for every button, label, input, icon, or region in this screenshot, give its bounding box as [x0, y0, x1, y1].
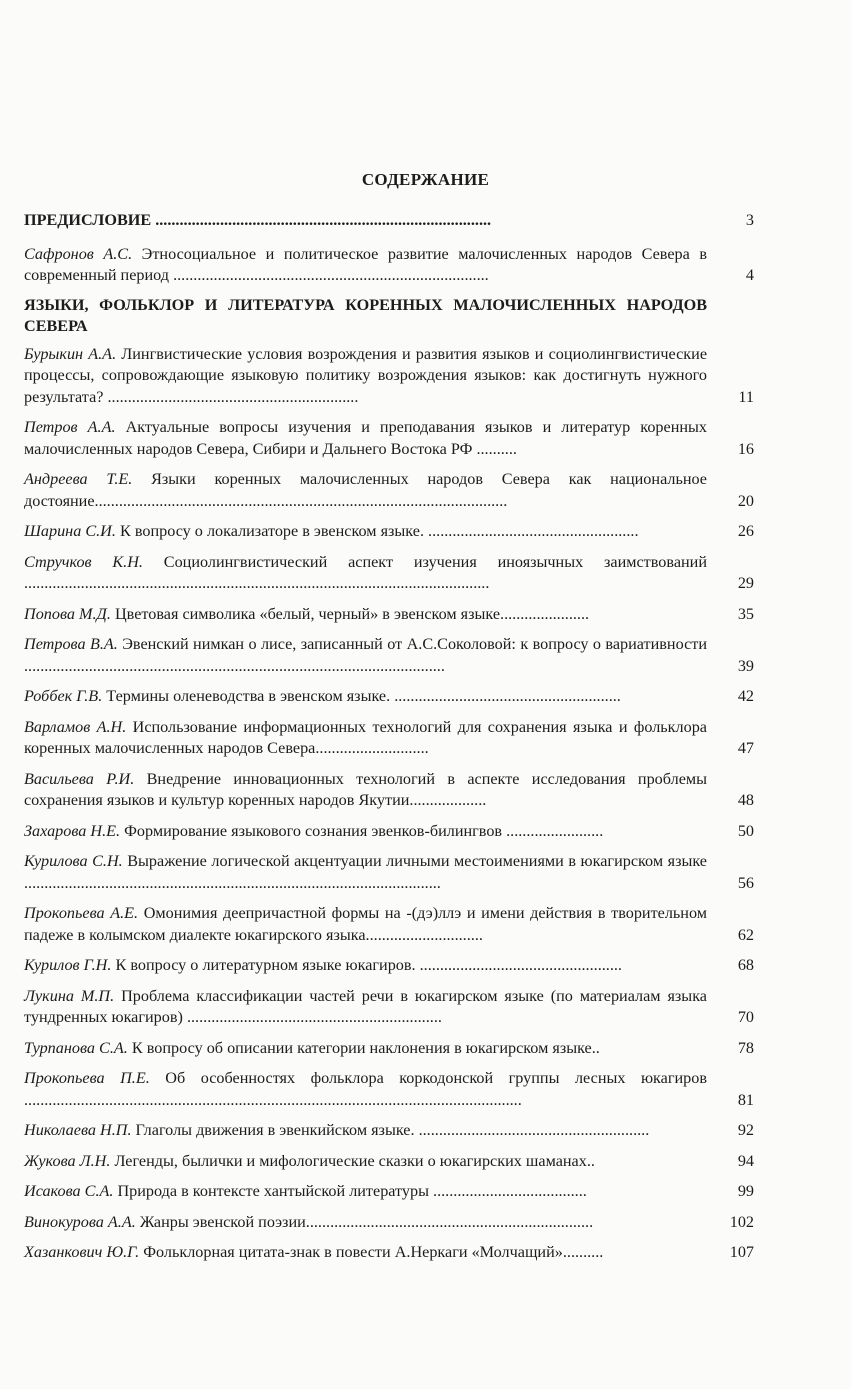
- toc-entry-author: Винокурова А.А.: [24, 1212, 136, 1231]
- toc-entry-leader-dots: ........................................................: [390, 687, 621, 705]
- toc-entry-author: Роббек Г.В.: [24, 687, 103, 705]
- toc-entry-title: Природа в контексте хантыйской литературы: [113, 1182, 429, 1200]
- toc-entry-leader-dots: .............................: [365, 925, 483, 944]
- toc-entry-leader-dots: ..........: [472, 439, 517, 458]
- toc-entry-text: [24, 769, 707, 812]
- toc-entry-page-number: 56: [737, 873, 754, 892]
- toc-entry: [24, 604, 754, 626]
- toc-entry-leader-dots: ....................................................: [424, 522, 639, 540]
- toc-entry-author: Андреева Т.Е.: [24, 470, 133, 488]
- toc-entry-page-number: 68: [737, 956, 754, 974]
- toc-entry: [24, 469, 754, 512]
- toc-entry-author: Прокопьева П.Е.: [24, 1069, 150, 1087]
- toc-entry: [24, 634, 754, 677]
- toc-entry-title: Об особенностях фольклора коркодонской группы лесных юкагиров: [149, 1069, 707, 1087]
- toc-entry-title: Выражение логической акцентуации личными местоимениями в юкагирском языке: [122, 852, 707, 870]
- toc-entry-leader-dots: ...............................................................: [182, 1008, 442, 1026]
- toc-entry-author: Варламов А.Н.: [24, 717, 127, 736]
- toc-entry-text: [24, 1181, 707, 1203]
- toc-entry-page-number: 29: [737, 574, 754, 592]
- toc-entry-author: Прокопьева А.Е.: [24, 904, 139, 922]
- toc-entry-page-number: 62: [737, 925, 754, 944]
- toc-entry-author: Шарина С.И.: [24, 522, 116, 540]
- toc-entry-leader-dots: ...........................................................................................................................: [24, 1090, 522, 1109]
- toc-entry-text: [24, 1038, 707, 1060]
- toc-entry-title: Использование информационных технологий для сохранения языка и фольклора коренных малочисленных народов Севера: [24, 717, 707, 757]
- toc-entry-text: [24, 521, 707, 543]
- toc-entry-page-number: 50: [737, 821, 754, 840]
- toc-entry: [24, 1151, 754, 1173]
- toc-entry-text: [24, 244, 707, 287]
- toc-entry-title: Жанры эвенской поэзии: [135, 1212, 306, 1231]
- toc-entry-text: [24, 1151, 707, 1173]
- toc-entry: [24, 1181, 754, 1203]
- toc-entry-leader-dots: ......................................: [428, 1182, 587, 1200]
- toc-entry-author: Бурыкин А.А.: [24, 344, 117, 363]
- toc-entry-title: К вопросу об описании категории наклонения в юкагирском языке..: [127, 1038, 600, 1057]
- toc-entry: [24, 1068, 754, 1111]
- toc-entry: [24, 821, 754, 843]
- toc-entry-title: Актуальные вопросы изучения и преподавания языков и литератур коренных малочисленных народов Севера, Сибири и Дальнего Востока РФ: [24, 418, 707, 458]
- toc-entry-leader-dots: ......................: [500, 604, 590, 623]
- toc-entry-page-number: 70: [737, 1008, 754, 1026]
- toc-entry: [24, 1242, 754, 1264]
- toc-entry-page-number: 20: [737, 491, 754, 510]
- toc-entry-title: Проблема классификации частей речи в юкагирском языке (по материалам языка тундренных юкагиров): [24, 986, 707, 1026]
- toc-entry: [24, 955, 754, 977]
- toc-entry-title: ЯЗЫКИ, ФОЛЬКЛОР И ЛИТЕРАТУРА КОРЕННЫХ МАЛОЧИСЛЕННЫХ НАРОДОВ СЕВЕРА: [24, 295, 707, 335]
- toc-entry-leader-dots: ..............................................................: [103, 387, 359, 406]
- toc-entry-text: [24, 821, 707, 843]
- toc-entry-author: Васильева Р.И.: [24, 769, 135, 788]
- toc-entry-page-number: 4: [745, 266, 754, 284]
- toc-entry-title: Лингвистические условия возрождения и развития языков и социолингвистические процессы, сопровождающие языковую политику возрождения языков: как достигнуть нужного результата?: [24, 344, 708, 406]
- toc-entry-text: [24, 1242, 707, 1264]
- toc-entry-author: Хазанкович Ю.Г.: [24, 1243, 140, 1261]
- toc-entry-text: [24, 210, 707, 232]
- toc-entry: [24, 903, 754, 946]
- toc-entry-title: ПРЕДИСЛОВИЕ: [24, 211, 152, 229]
- toc-entry-author: Курилов Г.Н.: [24, 956, 112, 974]
- toc-entry-title: Цветовая символика «белый, черный» в эвенском языке: [110, 604, 501, 623]
- toc-entry-leader-dots: .........................................................: [414, 1121, 650, 1139]
- toc-entry-author: Захарова Н.Е.: [24, 821, 121, 840]
- toc-entry-leader-dots: ..........: [562, 1243, 604, 1261]
- toc-entry-page-number: 39: [737, 656, 754, 675]
- toc-entry-leader-dots: ........................................................................................................: [24, 656, 445, 675]
- toc-section-heading: [24, 295, 754, 338]
- toc-entry-page-number: 35: [737, 604, 754, 623]
- toc-entry-leader-dots: ..............................................................................: [169, 266, 489, 284]
- toc-entry-leader-dots: ..................................................: [415, 956, 622, 974]
- toc-entry: [24, 1212, 754, 1234]
- toc-entry-page-number: 92: [737, 1121, 754, 1139]
- toc-entry-author: Лукина М.П.: [24, 986, 115, 1005]
- toc-entry-leader-dots: .......................................................................: [305, 1212, 594, 1231]
- toc-entry-text: [24, 552, 707, 595]
- toc-entry-title: Термины оленеводства в эвенском языке.: [102, 687, 391, 705]
- toc-entry-leader-dots: ........................: [502, 821, 604, 840]
- toc-entry: [24, 986, 754, 1029]
- toc-entry-author: Петров А.А.: [24, 418, 116, 436]
- toc-entry-author: Николаева Н.П.: [24, 1121, 132, 1139]
- toc-entry-page-number: 94: [737, 1151, 754, 1170]
- toc-entry-text: [24, 295, 707, 338]
- toc-entry-text: [24, 851, 707, 894]
- toc-entry-leader-dots: .......................................................................................................: [24, 873, 441, 892]
- toc-entry-leader-dots: ...................................................................................................................: [24, 574, 490, 592]
- toc-entry-title: К вопросу о литературном языке юкагиров.: [111, 956, 416, 974]
- toc-entry-text: [24, 344, 707, 409]
- toc-entry-title: Социолингвистический аспект изучения иноязычных заимствований: [142, 552, 707, 571]
- toc-entry-author: Сафронов А.С.: [24, 244, 133, 263]
- toc-entry-page-number: 78: [737, 1038, 754, 1057]
- toc-entry-title: Омонимия деепричастной формы на -(дэ)ллэ и имени действия в творительном падеже в колымском диалекте юкагирского языка: [24, 904, 707, 944]
- toc-entry-title: Легенды, былички и мифологические сказки о юкагирских шаманах..: [110, 1151, 595, 1170]
- toc-entry-page-number: 16: [737, 439, 754, 458]
- table-of-contents: [24, 210, 754, 1264]
- toc-entry: [24, 851, 754, 894]
- toc-entry: [24, 344, 754, 409]
- toc-entry-text: [24, 717, 707, 760]
- toc-entry: [24, 717, 754, 760]
- toc-entry-text: [24, 1068, 707, 1111]
- toc-entry: [24, 1038, 754, 1060]
- toc-entry-text: [24, 1212, 707, 1234]
- toc-entry-page-number: 102: [729, 1212, 754, 1231]
- toc-entry: [24, 244, 754, 287]
- toc-entry-title: Фольклорная цитата-знак в повести А.Неркаги «Молчащий»: [139, 1243, 563, 1261]
- toc-entry-text: [24, 469, 707, 512]
- toc-entry-leader-dots: ............................: [315, 739, 429, 757]
- toc-entry-author: Попова М.Д.: [24, 604, 111, 623]
- toc-entry: [24, 686, 754, 708]
- toc-entry: [24, 769, 754, 812]
- toc-entry-page-number: 3: [745, 211, 754, 229]
- toc-entry-author: Жукова Л.Н.: [24, 1151, 111, 1170]
- toc-entry-leader-dots: ...................: [409, 791, 487, 809]
- toc-entry-text: [24, 634, 707, 677]
- toc-entry-author: Исакова С.А.: [24, 1182, 114, 1200]
- toc-entry-page-number: 107: [729, 1243, 754, 1261]
- toc-entry-title: К вопросу о локализаторе в эвенском языке.: [115, 522, 424, 540]
- toc-entry-text: [24, 604, 707, 626]
- toc-entry-leader-dots: ...................................................................................: [151, 211, 492, 229]
- toc-entry-author: Стручков К.Н.: [24, 552, 143, 571]
- toc-entry: [24, 521, 754, 543]
- toc-entry: [24, 417, 754, 460]
- toc-section-heading: [24, 210, 754, 232]
- toc-entry-text: [24, 903, 707, 946]
- toc-entry-page-number: 48: [737, 791, 754, 809]
- toc-entry-title: Глаголы движения в эвенкийском языке.: [131, 1121, 415, 1139]
- toc-entry-page-number: 26: [737, 522, 754, 540]
- toc-entry-title: Этносоциальное и политическое развитие малочисленных народов Севера в современный период: [24, 244, 707, 284]
- toc-entry-page-number: 99: [737, 1182, 754, 1200]
- toc-entry-page-number: 11: [738, 387, 754, 406]
- toc-entry-page-number: 47: [737, 739, 754, 757]
- toc-entry-text: [24, 986, 707, 1029]
- toc-entry-text: [24, 417, 707, 460]
- toc-entry-leader-dots: ......................................................................................................: [94, 491, 508, 510]
- toc-entry-title: Формирование языкового сознания эвенков-билингвов: [120, 821, 503, 840]
- toc-entry: [24, 552, 754, 595]
- toc-entry-text: [24, 955, 707, 977]
- toc-entry-title: Эвенский нимкан о лисе, записанный от А.С.Соколовой: к вопросу о вариативности: [117, 635, 707, 653]
- toc-heading: СОДЕРЖАНИЕ: [361, 170, 490, 189]
- toc-entry-page-number: 81: [737, 1090, 754, 1109]
- toc-entry-title: Языки коренных малочисленных народов Севера как национальное достояние: [24, 470, 707, 510]
- toc-entry-text: [24, 686, 707, 708]
- toc-entry-author: Курилова С.Н.: [24, 852, 123, 870]
- toc-entry: [24, 1120, 754, 1142]
- toc-entry-author: Турпанова С.А.: [24, 1038, 128, 1057]
- toc-entry-title: Внедрение инновационных технологий в аспекте исследования проблемы сохранения языков и культур коренных народов Якутии: [24, 769, 707, 809]
- toc-entry-page-number: 42: [737, 687, 754, 705]
- toc-entry-text: [24, 1120, 707, 1142]
- toc-entry-author: Петрова В.А.: [24, 635, 118, 653]
